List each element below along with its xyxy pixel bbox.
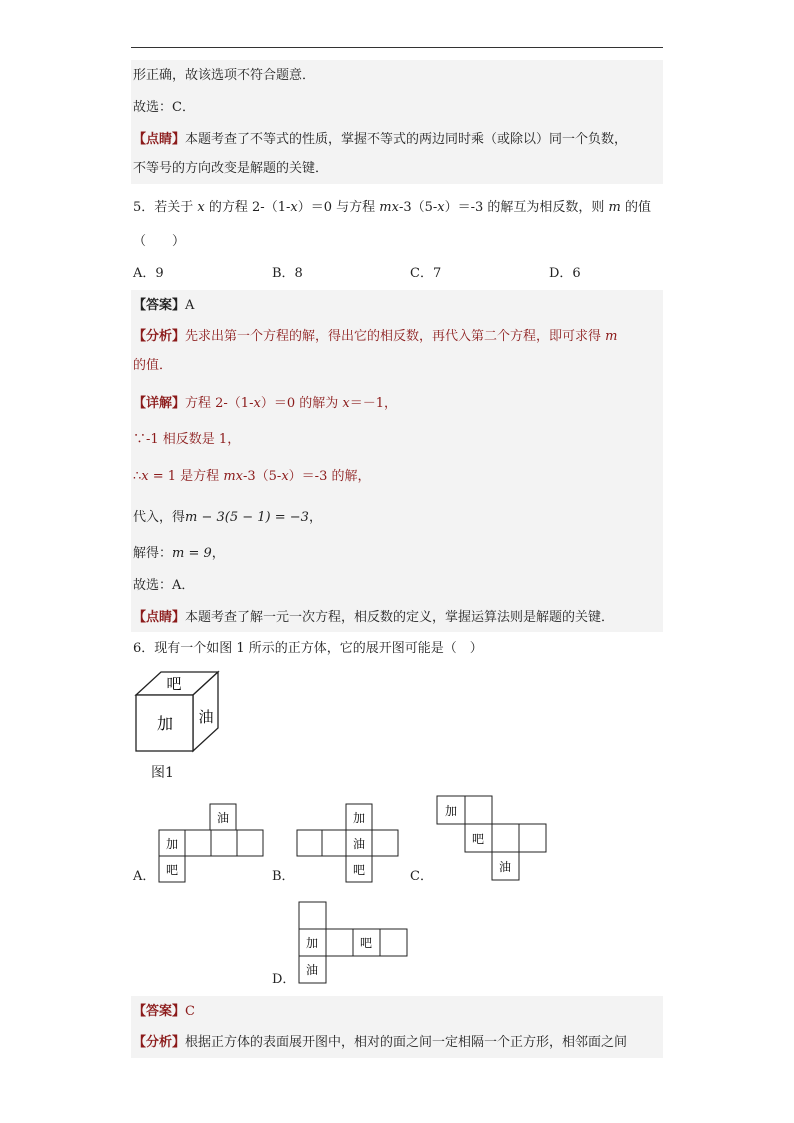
q5-option-a: A．9: [133, 266, 164, 281]
net-c: [436, 795, 548, 881]
q5-analysis-line2: 的值．: [133, 358, 173, 373]
svg-text:油: 油: [216, 811, 230, 825]
q5-option-b: B．8: [272, 266, 303, 281]
q5-option-d: D．6: [549, 266, 581, 281]
q5-step5: 解得：m = 9，: [133, 546, 225, 561]
svg-text:吧: 吧: [352, 863, 366, 877]
svg-text:加: 加: [165, 837, 179, 851]
svg-text:油: 油: [305, 963, 319, 977]
net-d-label: D．: [272, 972, 296, 987]
net-c-label: C．: [410, 869, 433, 884]
comment-tag: 【点睛】: [133, 132, 186, 147]
net-b-label: B．: [272, 869, 295, 884]
q5-option-c: C．7: [410, 266, 442, 281]
q5-stem: 5．若关于 x 的方程 2-（1-x）＝0 与方程 mx-3（5-x）＝-3 的解互为相反数，则 m 的值: [133, 200, 652, 215]
q5-step2: ∵-1 相反数是 1，: [133, 432, 241, 447]
svg-text:吧: 吧: [471, 832, 485, 846]
q5-step3: ∴x = 1 是方程 mx-3（5-x）＝-3 的解，: [133, 469, 371, 484]
figure-caption: 图1: [151, 765, 174, 781]
svg-text:加: 加: [305, 936, 319, 950]
prev-choice: 故选：C．: [133, 100, 195, 115]
net-a-label: A．: [133, 869, 156, 884]
q5-step4: 代入，得m − 3(5 − 1) = −3，: [133, 510, 322, 525]
svg-text:吧: 吧: [359, 936, 373, 950]
cube-right-label: 油: [198, 708, 214, 726]
q5-answer: 【答案】A: [133, 298, 195, 313]
svg-text:加: 加: [352, 811, 366, 825]
svg-text:加: 加: [444, 804, 458, 818]
q6-answer: 【答案】C: [133, 1004, 195, 1019]
svg-text:油: 油: [352, 837, 366, 851]
cube-top-label: 吧: [166, 675, 182, 693]
prev-comment: 【点睛】本题考查了不等式的性质，掌握不等式的两边同时乘（或除以）同一个负数，: [133, 132, 628, 147]
prev-comment-line2: 不等号的方向改变是解题的关键．: [133, 161, 329, 176]
q6-stem: 6．现有一个如图 1 所示的正方体，它的展开图可能是（ ）: [133, 641, 483, 656]
net-d: [298, 901, 408, 985]
net-a: [158, 803, 264, 883]
cube-figure: [130, 664, 230, 756]
q5-bracket: （ ）: [133, 234, 186, 249]
q6-analysis: 【分析】根据正方体的表面展开图中，相对的面之间一定相隔一个正方形，相邻面之间: [133, 1035, 628, 1050]
q5-analysis: 【分析】先求出第一个方程的解，得出它的相反数，再代入第二个方程，即可求得 m: [133, 329, 618, 344]
net-b: [296, 803, 402, 883]
q5-comment: 【点睛】本题考查了解一元一次方程，相反数的定义，掌握运算法则是解题的关键．: [133, 610, 615, 625]
q5-detail: 【详解】方程 2-（1-x）＝0 的解为 x＝－1，: [133, 396, 397, 411]
svg-text:油: 油: [498, 860, 512, 874]
svg-text:吧: 吧: [165, 863, 179, 877]
prev-line: 形正确，故该选项不符合题意．: [133, 68, 316, 83]
q5-choice: 故选：A．: [133, 578, 195, 593]
cube-front-label: 加: [156, 714, 174, 733]
header-rule: [131, 47, 663, 48]
